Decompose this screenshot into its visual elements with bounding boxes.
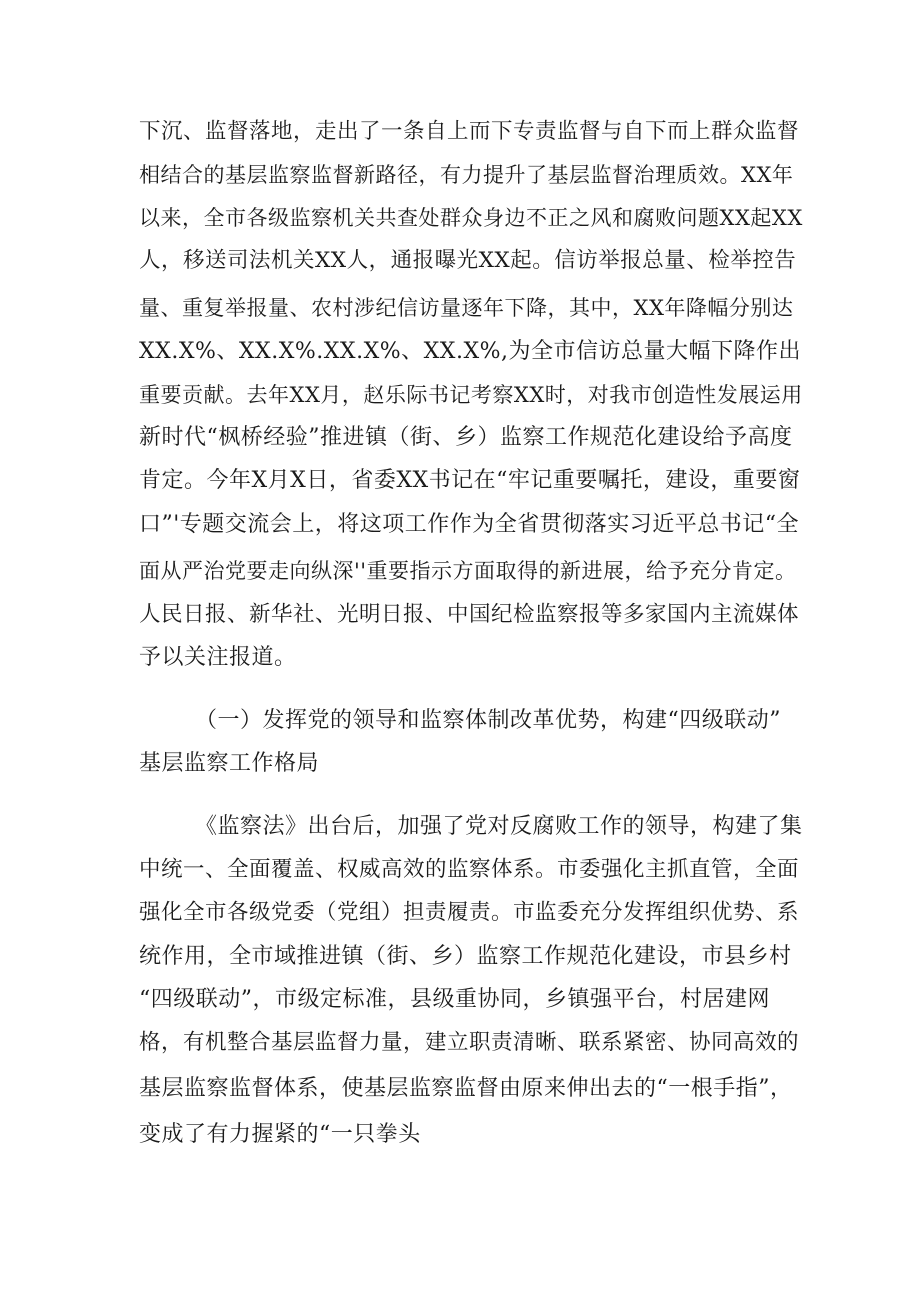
paragraph-1-line: 人，移送司法机关XX人，通报曝光XX起。信访举报总量、检举控告 bbox=[139, 248, 797, 273]
paragraph-2-line: 统作用，全市域推进镇（街、乡）监察工作规范化建设，市县乡村 bbox=[139, 944, 792, 969]
paragraph-2-line: 强化全市各级党委（党组）担责履责。市监委充分发挥组织优势、系 bbox=[139, 900, 800, 925]
paragraph-1-line: XX.X%、XX.X%.XX.X%、XX.X%,为全市信访总量大幅下降作出 bbox=[139, 339, 802, 364]
paragraph-2-line: 中统一、全面覆盖、权威高效的监察体系。市委强化主抓直管，全面 bbox=[139, 857, 800, 882]
paragraph-1-line: 以来，全市各级监察机关共查处群众身边不正之风和腐败问题XX起XX bbox=[139, 206, 803, 230]
paragraph-2-line: 《监察法》出台后，加强了党对反腐败工作的领导，构建了集 bbox=[195, 814, 803, 839]
section-heading: 基层监察工作格局 bbox=[139, 751, 320, 776]
paragraph-2-line: “四级联动”，市级定标准，县级重协同，乡镇强平台，村居建网 bbox=[139, 987, 770, 1012]
paragraph-1-line: 面从严治党要走向纵深''重要指示方面取得的新进展，给予充分肯定。 bbox=[139, 559, 797, 583]
paragraph-2-line: 格，有机整合基层监督力量，建立职责清晰、联系紧密、协同高效的 bbox=[139, 1030, 800, 1055]
paragraph-1-line: 予以关注报道。 bbox=[139, 645, 297, 670]
paragraph-2-line: 变成了有力握紧的“一只拳头 bbox=[139, 1122, 421, 1147]
paragraph-1-line: 重要贡献。去年XX月，赵乐际书记考察XX时，对我市创造性发展运用 bbox=[139, 383, 803, 407]
paragraph-2-line: 基层监察监督体系，使基层监察监督由原来伸出去的“一根手指”， bbox=[139, 1076, 793, 1101]
paragraph-1-line: 量、重复举报量、农村涉纪信访量逐年下降，其中，XX年降幅分别达 bbox=[139, 296, 794, 320]
paragraph-1-line: 相结合的基层监察监督新路径，有力提升了基层监督治理质效。XX年 bbox=[139, 163, 794, 187]
paragraph-1-line: 肯定。今年X月X日，省委XX书记在“牢记重要嘱托，建设，重要窗 bbox=[139, 468, 801, 493]
paragraph-1-line: 口”'专题交流会上，将这项工作作为全省贯彻落实习近平总书记“全 bbox=[139, 512, 800, 537]
section-heading: （一）发挥党的领导和监察体制改革优势，构建“四级联动” bbox=[195, 708, 781, 733]
paragraph-1-line: 人民日报、新华社、光明日报、中国纪检监察报等多家国内主流媒体 bbox=[139, 602, 800, 627]
paragraph-1-line: 下沉、监督落地，走出了一条自上而下专责监督与自下而上群众监督 bbox=[139, 119, 800, 144]
paragraph-1-line: 新时代“枫桥经验”推进镇（街、乡）监察工作规范化建设给予高度 bbox=[139, 425, 793, 450]
